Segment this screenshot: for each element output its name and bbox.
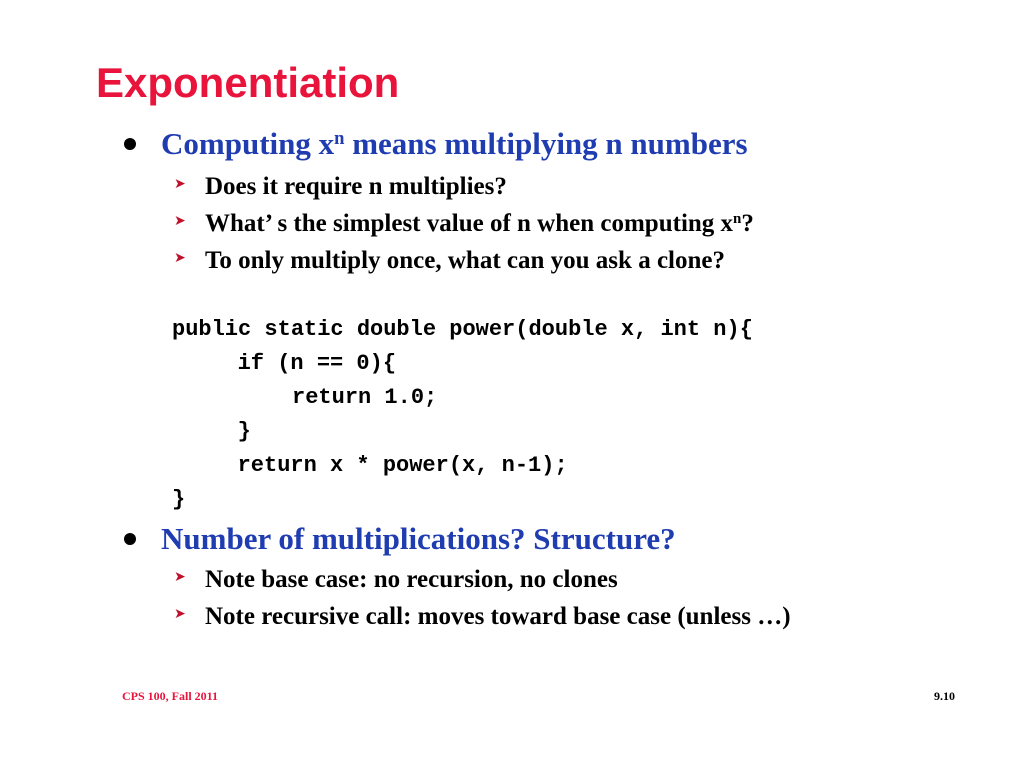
- footer-course-label: CPS 100, Fall 2011: [122, 689, 219, 703]
- code-line: }: [172, 487, 186, 512]
- code-line: public static double power(double x, int n){: [172, 317, 753, 342]
- code-line: if (n == 0){: [198, 351, 397, 376]
- sub-bullet-text: To only multiply once, what can you ask a clone?: [205, 247, 725, 274]
- sub-bullet-text: Note base case: no recursion, no clones: [205, 566, 618, 593]
- filled-circle-bullet-icon: [124, 533, 136, 545]
- footer-slide-number: 9.10: [934, 689, 955, 703]
- filled-circle-bullet-icon: [124, 138, 136, 150]
- sub-bullet-text: Does it require n multiplies?: [205, 173, 507, 200]
- arrowhead-bullet-icon: ➤: [174, 176, 186, 192]
- arrowhead-bullet-icon: ➤: [174, 250, 186, 266]
- arrowhead-bullet-icon: ➤: [174, 569, 186, 585]
- code-line: }: [198, 419, 251, 444]
- code-line: return x * power(x, n-1);: [198, 453, 568, 478]
- code-line: return 1.0;: [226, 385, 438, 410]
- arrowhead-bullet-icon: ➤: [174, 606, 186, 622]
- sub-bullet-text: What’ s the simplest value of n when computing $x^n$?: [205, 210, 754, 237]
- sub-bullet-text: Note recursive call: moves toward base case (unless …): [205, 603, 791, 630]
- slide-title: Exponentiation: [96, 59, 400, 106]
- arrowhead-bullet-icon: ➤: [174, 213, 186, 229]
- bullet-text: Computing $x^n$ means multiplying n numbers: [161, 126, 748, 161]
- bullet-text: Number of multiplications? Structure?: [161, 521, 676, 556]
